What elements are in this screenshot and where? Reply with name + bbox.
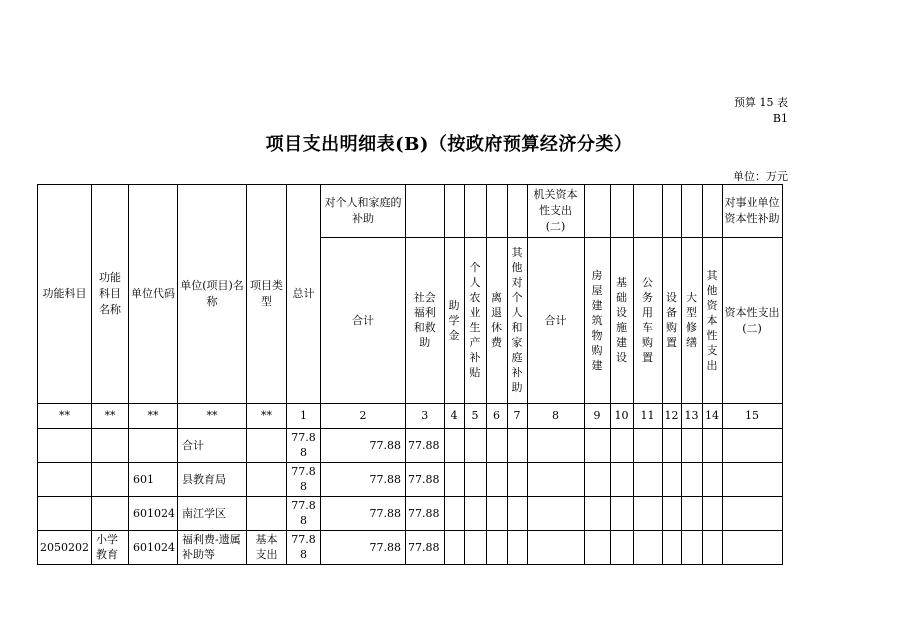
col-header-building: 房屋建筑物购建 [584,238,610,404]
col-header-stipend: 助学金 [444,238,464,404]
group-header-capital: 机关资本性支出(二) [527,185,584,238]
col-header-proj-type: 项目类型 [247,185,287,404]
col-header-unit-code: 单位代码 [129,185,178,404]
table-row-total: 合计 77.88 77.88 77.88 [38,429,783,463]
col-header-vehicle: 公务用车购置 [633,238,662,404]
col-header-infra: 基础设施建设 [610,238,633,404]
table-code-note: B1 [772,112,788,125]
col-header-repair: 大型修缮 [681,238,702,404]
col-header-unit-name: 单位(项目)名称 [178,185,247,404]
table-row-school-district: 601024 南江学区 77.88 77.88 77.88 [38,497,783,531]
index-row: ** ** ** ** ** 1 2 3 4 5 6 7 8 9 10 11 12 13 14 15 [38,404,783,429]
page-title: 项目支出明细表(B)（按政府预算经济分类） [265,134,633,155]
budget-table [37,184,783,565]
col-header-other-capital: 其他资本性支出 [702,238,722,404]
table-number-note: 预算 15 表 [734,96,788,109]
col-header-retire-fee: 离退休费 [486,238,507,404]
col-header-total: 总计 [287,185,321,404]
col-header-func-name: 功能科目名称 [92,185,129,404]
unit-label: 单位：万元 [733,170,788,183]
col-header-personal-total: 合计 [321,238,406,404]
col-header-equipment: 设备购置 [662,238,681,404]
col-header-farm-subsidy: 个人农业生产补贴 [464,238,486,404]
col-header-social-welfare: 社会福利和救助 [406,238,445,404]
table-row-bureau: 601 县教育局 77.88 77.88 77.88 [38,463,783,497]
col-header-inst-capital: 资本性支出(二) [722,238,782,404]
group-header-institution: 对事业单位资本性补助 [722,185,782,238]
table-row-item: 2050202 小学教育 601024 福利费-遗属补助等 基本支出 77.88 77.88 77.88 [38,531,783,565]
col-header-func-code: 功能科目 [38,185,92,404]
col-header-other-personal: 其他对个人和家庭补助 [507,238,527,404]
col-header-capital-total: 合计 [527,238,584,404]
group-header-personal: 对个人和家庭的补助 [321,185,406,238]
